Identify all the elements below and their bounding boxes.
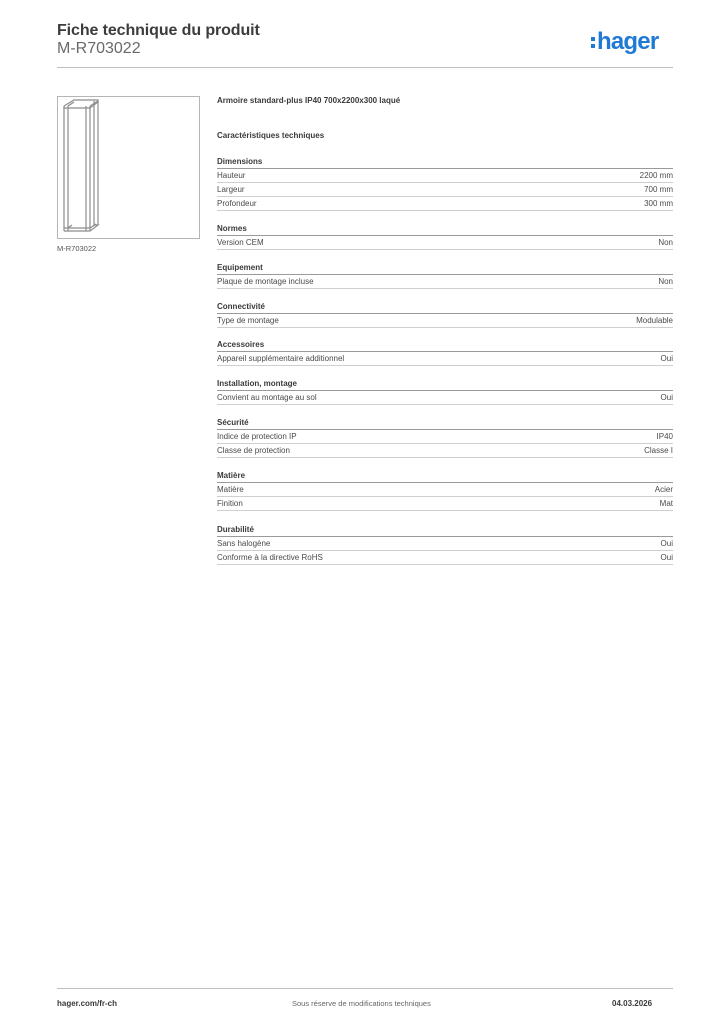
hager-logo	[591, 30, 658, 58]
spec-label: Appareil supplémentaire additionnel	[217, 354, 345, 363]
footer-divider	[57, 988, 673, 989]
spec-row	[217, 169, 673, 183]
spec-label: Indice de protection IP	[217, 432, 297, 441]
spec-row	[217, 444, 673, 458]
spec-label: Profondeur	[217, 199, 257, 208]
spec-group	[217, 377, 673, 405]
spec-value: Oui	[660, 539, 673, 548]
spec-label: Sans halogène	[217, 539, 271, 548]
spec-label: Conforme à la directive RoHS	[217, 553, 323, 562]
spec-label: Plaque de montage incluse	[217, 277, 314, 286]
logo-text: hager	[597, 28, 659, 55]
spec-value: Oui	[660, 553, 673, 562]
footer-date: 04.03.2026	[612, 999, 653, 1008]
section-heading: Caractéristiques techniques	[217, 131, 325, 140]
spec-group	[217, 261, 673, 289]
spec-label: Version CEM	[217, 238, 264, 247]
spec-value: Classe I	[644, 446, 673, 455]
spec-value: Oui	[660, 393, 673, 402]
spec-row	[217, 183, 673, 197]
footer-disclaimer: Sous réserve de modifications techniques	[292, 999, 431, 1008]
spec-value: 700 mm	[644, 185, 673, 194]
spec-value: IP40	[656, 432, 673, 441]
page-title: Fiche technique du produit	[57, 22, 260, 39]
spec-label: Type de montage	[217, 316, 279, 325]
spec-group	[217, 155, 673, 211]
spec-group	[217, 222, 673, 250]
spec-value: Non	[658, 238, 673, 247]
spec-group-title: Installation, montage	[217, 377, 673, 391]
product-image	[57, 96, 200, 239]
spec-group-title: Durabilité	[217, 523, 673, 537]
spec-group	[217, 416, 673, 458]
spec-value: Acier	[654, 485, 673, 494]
spec-label: Largeur	[217, 185, 245, 194]
spec-group	[217, 469, 673, 511]
spec-label: Matière	[217, 485, 244, 494]
spec-row	[217, 197, 673, 211]
spec-group-title: Equipement	[217, 261, 673, 275]
spec-row	[217, 483, 673, 497]
product-reference: M-R703022	[57, 40, 141, 57]
spec-group-title: Matière	[217, 469, 673, 483]
footer-website: hager.com/fr-ch	[57, 999, 118, 1008]
spec-row	[217, 430, 673, 444]
spec-group-title: Sécurité	[217, 416, 673, 430]
logo-colon-mark	[591, 37, 595, 48]
spec-value: 2200 mm	[639, 171, 673, 180]
spec-value: 300 mm	[644, 199, 673, 208]
spec-group-title: Accessoires	[217, 338, 673, 352]
spec-value: Non	[658, 277, 673, 286]
spec-row	[217, 352, 673, 366]
spec-label: Classe de protection	[217, 446, 290, 455]
product-title: Armoire standard-plus IP40 700x2200x300 laqué	[217, 96, 401, 105]
image-caption: M-R703022	[57, 244, 97, 253]
spec-group-title: Dimensions	[217, 155, 673, 169]
cabinet-frame-icon	[58, 97, 199, 238]
spec-value: Mat	[659, 499, 673, 508]
spec-row	[217, 314, 673, 328]
spec-group	[217, 300, 673, 328]
spec-group	[217, 338, 673, 366]
spec-row	[217, 551, 673, 565]
spec-row	[217, 236, 673, 250]
spec-group	[217, 523, 673, 565]
spec-group-title: Normes	[217, 222, 673, 236]
spec-group-title: Connectivité	[217, 300, 673, 314]
spec-row	[217, 391, 673, 405]
spec-label: Hauteur	[217, 171, 246, 180]
spec-row	[217, 275, 673, 289]
spec-label: Convient au montage au sol	[217, 393, 317, 402]
header-divider	[57, 67, 673, 68]
spec-row	[217, 537, 673, 551]
spec-value: Modulable	[636, 316, 673, 325]
spec-row	[217, 497, 673, 511]
spec-label: Finition	[217, 499, 243, 508]
spec-value: Oui	[660, 354, 673, 363]
